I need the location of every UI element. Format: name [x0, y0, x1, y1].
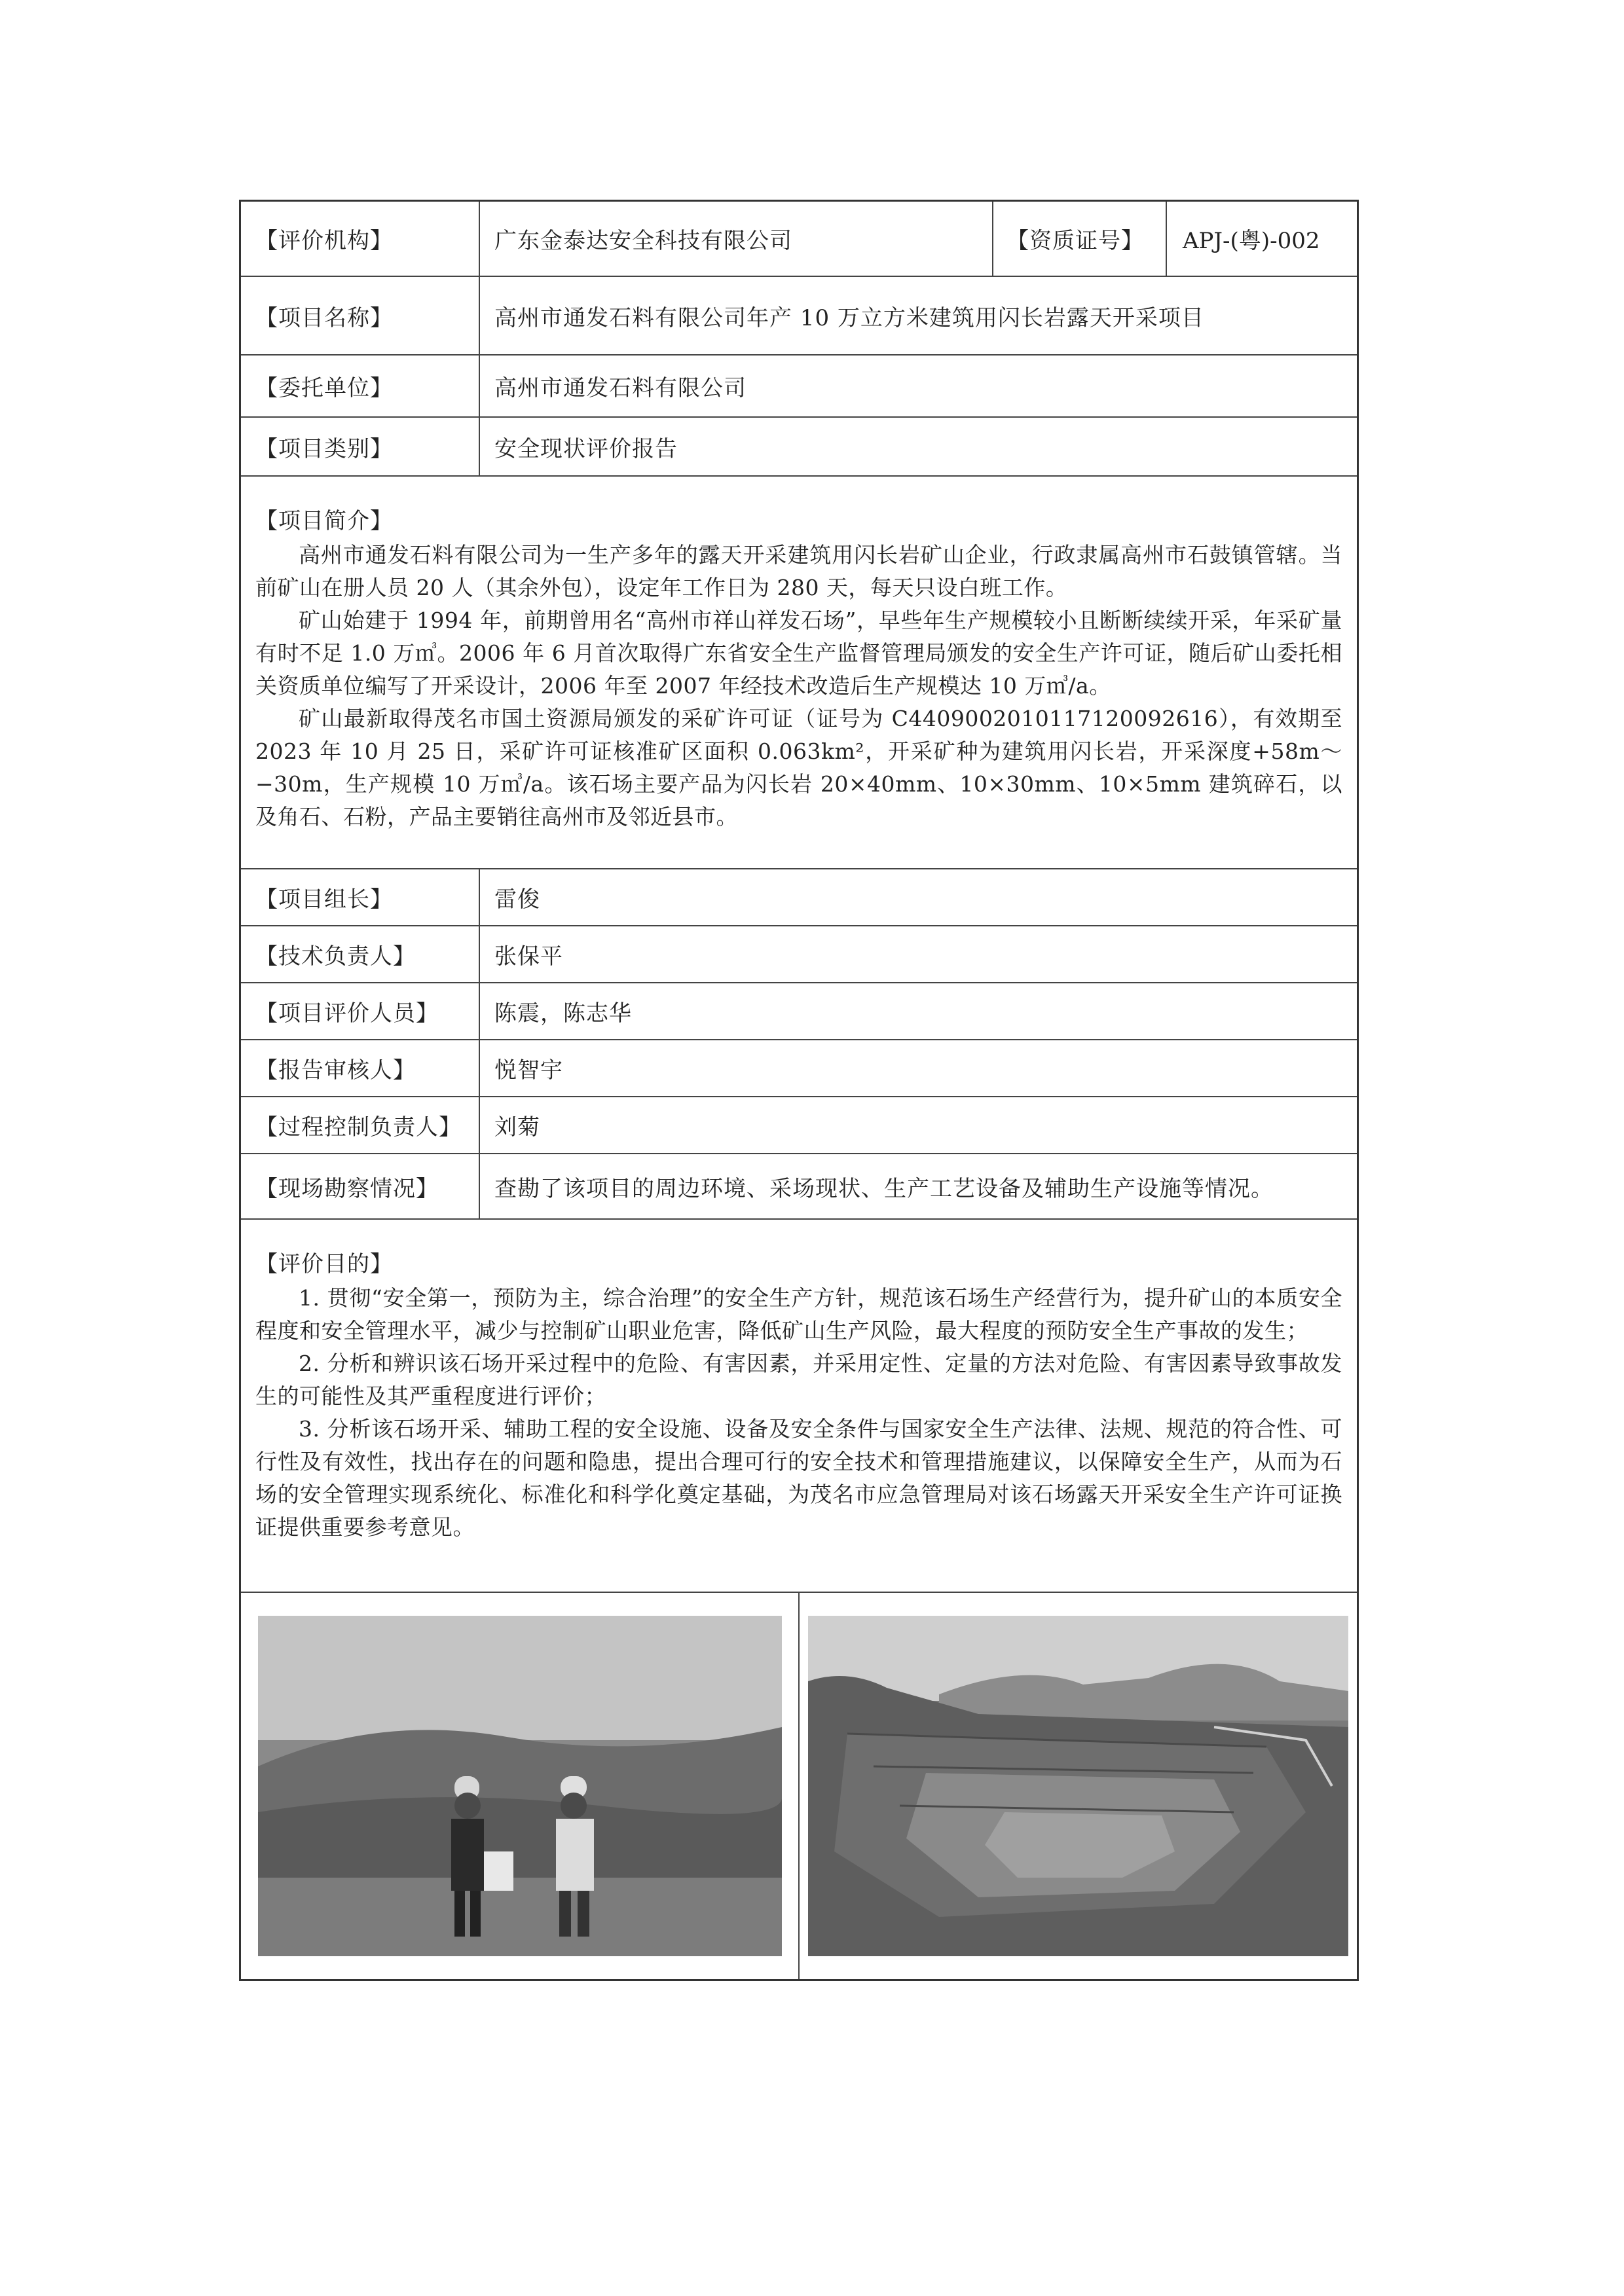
site-survey-staff-photo: [258, 1616, 782, 1956]
staff-row: [241, 1097, 1357, 1154]
site-survey-value: 查勘了该项目的周边环境、采场现状、生产工艺设备及辅助生产设施等情况。: [494, 1175, 1274, 1202]
project-name-label: 【项目名称】: [241, 277, 480, 354]
project-type-value: 安全现状评价报告: [494, 435, 678, 462]
staff-row: [241, 1040, 1357, 1097]
org-row: [241, 202, 1357, 277]
staff-label: 【报告审核人】: [241, 1040, 480, 1096]
cert-value: APJ-(粤)-002: [1183, 228, 1320, 254]
staff-value: 刘菊: [494, 1114, 540, 1140]
staff-label: 【项目评价人员】: [241, 983, 480, 1039]
site-survey-row: [241, 1154, 1357, 1220]
intro-paragraph: 矿山始建于 1994 年，前期曾用名“高州市祥山祥发石场”，早些年生产规模较小且断断续续开采，年采矿量有时不足 1.0 万㎥。2006 年 6 月首次取得广东省安全生产监督管理局颁发的安全生产许可证，随后矿山委托相关资质单位编写了开采设计，2006 年至 2007 年经技术改造后生产规模达 10 万㎥/a。: [255, 608, 1342, 699]
open-pit-quarry-photo: [808, 1616, 1348, 1956]
evaluation-info-table: [239, 200, 1359, 1981]
project-intro-heading: 【项目简介】: [255, 508, 393, 534]
purpose-paragraph: 3. 分析该石场开采、辅助工程的安全设施、设备及安全条件与国家安全生产法律、法规、规范的符合性、可行性及有效性，找出存在的问题和隐患，提出合理可行的安全技术和管理措施建议，以保障安全生产，从而为石场的安全管理实现系统化、标准化和科学化奠定基础，为茂名市应急管理局对该石场露天开采安全生产许可证换证提供重要参考意见。: [255, 1416, 1342, 1540]
cert-label: 【资质证号】: [993, 202, 1167, 276]
staff-value: 陈震，陈志华: [494, 1000, 632, 1027]
staff-value: 悦智宇: [494, 1057, 563, 1084]
staff-row: [241, 983, 1357, 1040]
project-name-value: 高州市通发石料有限公司年产 10 万立方米建筑用闪长岩露天开采项目: [494, 304, 1204, 331]
staff-value: 雷俊: [494, 886, 540, 913]
evaluation-purpose-section: [241, 1220, 1357, 1593]
org-value: 广东金泰达安全科技有限公司: [480, 202, 993, 276]
client-label: 【委托单位】: [241, 355, 480, 416]
org-label: 【评价机构】: [241, 202, 480, 276]
site-survey-label: 【现场勘察情况】: [241, 1154, 480, 1218]
client-value: 高州市通发石料有限公司: [494, 375, 747, 401]
staff-row: [241, 869, 1357, 926]
project-name-row: [241, 277, 1357, 355]
project-intro-section: [241, 477, 1357, 869]
intro-paragraph: 高州市通发石料有限公司为一生产多年的露天开采建筑用闪长岩矿山企业，行政隶属高州市石鼓镇管辖。当前矿山在册人员 20 人（其余外包），设定年工作日为 280 天，每天只设白班工作。: [255, 542, 1342, 600]
staff-row: [241, 926, 1357, 983]
evaluation-purpose-heading: 【评价目的】: [255, 1251, 393, 1277]
purpose-paragraph: 1. 贯彻“安全第一，预防为主，综合治理”的安全生产方针，规范该石场生产经营行为，提升矿山的本质安全程度和安全管理水平，减少与控制矿山职业危害，降低矿山生产风险，最大程度的预防安全生产事故的发生；: [255, 1285, 1342, 1343]
project-type-label: 【项目类别】: [241, 418, 480, 475]
project-type-row: [241, 418, 1357, 477]
client-row: [241, 355, 1357, 418]
site-photos-row: [241, 1593, 1357, 1979]
staff-value: 张保平: [494, 943, 563, 970]
staff-label: 【过程控制负责人】: [241, 1097, 480, 1153]
staff-label: 【项目组长】: [241, 869, 480, 925]
intro-paragraph: 矿山最新取得茂名市国土资源局颁发的采矿许可证（证号为 C4409002010117120092616），有效期至 2023 年 10 月 25 日，采矿许可证核准矿区面积 0.063km²，开采矿种为建筑用闪长岩，开采深度+58m～−30m，生产规模 10 万㎥/a。该石场主要产品为闪长岩 20×40mm、10×30mm、10×5mm 建筑碎石，以及角石、石粉，产品主要销往高州市及邻近县市。: [255, 706, 1342, 829]
site-photo-cell: [800, 1593, 1357, 1979]
site-photo-cell: [241, 1593, 800, 1979]
staff-label: 【技术负责人】: [241, 926, 480, 982]
purpose-paragraph: 2. 分析和辨识该石场开采过程中的危险、有害因素，并采用定性、定量的方法对危险、有害因素导致事故发生的可能性及其严重程度进行评价；: [255, 1351, 1342, 1409]
